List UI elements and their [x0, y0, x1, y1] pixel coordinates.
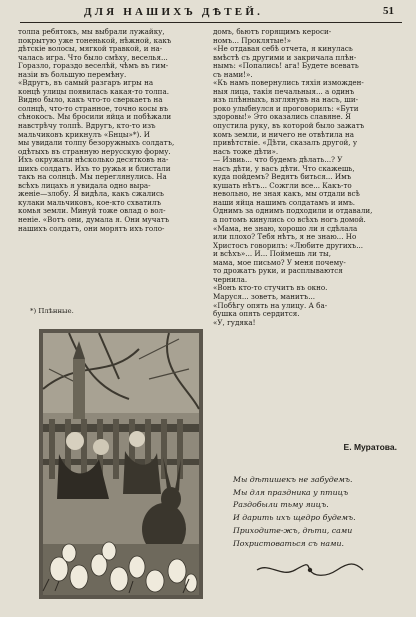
ornament-divider — [255, 563, 365, 577]
right-column-text: домъ, бьютъ горящимъ кероси- номъ... Проклятые!» «Не отдавая себѣ отчета, я кинулась вмѣстѣ съ другими и закричала плѣн- нымъ: «Попались! ага! Будете всевать съ нами!». «Къ намъ повернулись тяхія изможден- ныя лица, такія печальныя... а одинъ изъ плѣнныхъ, взглянувъ на насъ, ши- роко улыбнулся и проговорилъ: «Бути здоровы!» Это оказались славяне. Я опустила руку, въ которой было зажатъ комъ земли, и ничего не отвѣтила на привѣтствіе. «Дѣти, сказалъ другой, у насъ тоже дѣти». — Извиь... что будемъ дѣлать...? У насъ дѣти, у васъ дѣти. Что скажешь, куда пойдемъ? Ведятъ биться... Имъ кушать нѣтъ... Сожгли все... Какъ-то невольно, не зная какъ, мы отдали всѣ наши яйца нашимъ солдатамъ и имъ. Однимъ за однимъ подходили и отдавали, а потомъ кинулись со всѣхъ ногъ домой. «Мама, не знаю, хорошо ли я сдѣлала или плохо? Тебя нѣтъ, я не знаю... Но Христосъ говорилъ: «Любите другихъ... и всѣхъ»... И... Поймешь ли ты, мама, мое письмо? У меня почему- то дрожатъ руки, и расплываются чернила. «Вонъ кто-то стучитъ въ окно. Маруся... зоветъ, манитъ... «Побѣгу опять на улицу. А ба- бушка опять сердится. «У, гудяка! — [213, 27, 373, 327]
poem-line: Мы для праздника у птицъ — [233, 487, 349, 497]
poem-line: Приходите-жъ, дѣти, сами — [233, 525, 353, 535]
author-signature: Е. Муратова. — [343, 442, 397, 452]
easter-illustration — [39, 329, 203, 599]
poem-line: Раздобыли тьму яицъ. — [233, 500, 329, 510]
poem-line: Мы дѣтишекъ не забудемъ. — [233, 475, 353, 484]
left-column-text: толпа ребятокъ, мы выбрали лужайку, покрытую уже тоненькой, нѣжной, какъ дѣтскіе волосы, мягкой травкой, и на- чалась игра. Что было смѣху, веселья... Горазло, гораздо веселѣй, чѣмъ въ гим- назіи въ большую перемѣну. «Вдругъ, въ самый разгаръ игры на концѣ улицы появилась какая-то толпа. Видно было, какъ что-то сверкаетъ на солнцѣ, что-то странное, точно косы въ сѣнокосъ. Мы бросили яйца и побѣжали навстрѣчу толпѣ. Вдругъ, кто-то изъ мальчиковъ крикнулъ «Бнцы»*). И мы увидали толпу безоружныхъ солдатъ, одѣтыхъ въ странную нерусскую форму. Ихъ окружали нѣсколько десятковъ на- шихъ солдатъ. Ихъ то ружья и блистали такъ на солнцѣ. Мы переглянулись. На всѣхъ лицахъ я увидала одно выра- женіе—злобу. Я видѣла, какъ сжались кулаки мальчиковъ, кое-кто схватилъ комья земли. Минуй тоже овлад о вол- неніе. «Вотъ они, думала я. Они мучатъ нашихъ солдатъ, они морятъ ихъ голо- — [18, 27, 175, 233]
poem-line: Похристоваться съ нами. — [233, 538, 344, 548]
poem-line: И дарить ихъ щедро будемъ. — [233, 513, 356, 523]
running-title: ДЛЯ НАШИХЪ ДѢТЕЙ. — [84, 6, 264, 18]
poem — [233, 474, 403, 550]
page-header — [20, 2, 402, 23]
page-number: 51 — [383, 5, 394, 17]
footnote: *) Плѣнные. — [30, 307, 74, 315]
